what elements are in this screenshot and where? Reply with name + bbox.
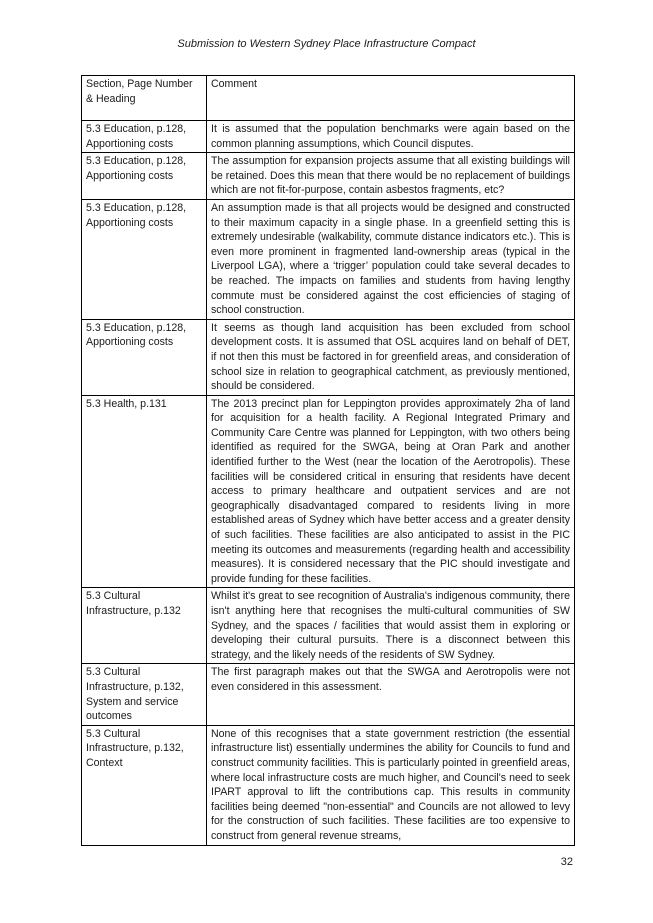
table-header-row xyxy=(82,76,575,121)
comment-cell: The assumption for expansion projects assume that all existing buildings will be retained. Does this mean that there would be no replacement of buildings which are not fit-for-purpose, contain asbestos fragments, etc? xyxy=(207,153,575,200)
section-cell: 5.3 Education, p.128, Apportioning costs xyxy=(82,199,207,319)
table-row xyxy=(82,725,575,845)
comment-cell: The first paragraph makes out that the SWGA and Aerotropolis were not even considered in this assessment. xyxy=(207,664,575,725)
page-header: Submission to Western Sydney Place Infrastructure Compact xyxy=(177,38,476,50)
page-number: 32 xyxy=(560,856,573,868)
comment-cell: It is assumed that the population benchmarks were again based on the common planning assumptions, which Council disputes. xyxy=(207,121,575,153)
section-cell: 5.3 Education, p.128, Apportioning costs xyxy=(82,153,207,200)
table-row xyxy=(82,199,575,319)
comment-cell: Whilst it's great to see recognition of Australia's indigenous community, there isn't anything here that recognises the multi-cultural communities of SW Sydney, and the spaces / facilities that would assist them in exploring or developing their cultural pursuits. There is a disconnect between this strategy, and the likely needs of the residents of SW Sydney. xyxy=(207,588,575,664)
comment-cell: An assumption made is that all projects would be designed and constructed to their maximum capacity in a single phase. In a greenfield setting this is extremely undesirable (walkability, commute distance indicators etc.). This is even more prominent in fragmented land-ownership areas (typical in the Liverpool LGA), where a ‘trigger’ population could take several decades to be reached. The impacts on families and students from having lengthy commute must be considered against the cost efficiencies of staging of school construction. xyxy=(207,199,575,319)
section-cell: 5.3 Education, p.128, Apportioning costs xyxy=(82,319,207,395)
comment-cell: The 2013 precinct plan for Leppington provides approximately 2ha of land for acquisition for a health facility. A Regional Integrated Primary and Community Care Centre was planned for Leppington, with two others being identified as required for the SWGA, being at Oran Park and another identified further to the West (near the location of the Aerotropolis). These facilities will be considered critical in ensuring that residents have decent access to primary healthcare and outpatient services and are not geographically disadvantaged compared to residents living in more established areas of Sydney which have better access and a greater density of such facilities. These facilities are also anticipated to assist in the PIC meeting its outcomes and measurements (regarding health and accessibility measures). It is considered necessary that the PIC should investigate and provide funding for these facilities. xyxy=(207,395,575,588)
comments-table xyxy=(81,75,575,846)
comment-cell: None of this recognises that a state government restriction (the essential infrastructure list) essentially undermines the ability for Councils to fund and construct community facilities. This is particularly pointed in greenfield areas, where local infrastructure costs are much higher, and Council's need to seek IPART approval to lift the contributions cap. This results in community facilities being deemed "non-essential" and Councils are not allowed to levy for the construction of such facilities. These facilities are too expensive to construct from general revenue streams, xyxy=(207,725,575,845)
section-cell: 5.3 Cultural Infrastructure, p.132 xyxy=(82,588,207,664)
table-row xyxy=(82,395,575,588)
column-header-comment: Comment xyxy=(207,76,575,121)
table-row xyxy=(82,153,575,200)
section-cell: 5.3 Cultural Infrastructure, p.132, System and service outcomes xyxy=(82,664,207,725)
section-cell: 5.3 Health, p.131 xyxy=(82,395,207,588)
section-cell: 5.3 Cultural Infrastructure, p.132, Context xyxy=(82,725,207,845)
column-header-section: Section, Page Number & Heading xyxy=(82,76,207,121)
table-row xyxy=(82,664,575,725)
comment-cell: It seems as though land acquisition has been excluded from school development costs. It is assumed that OSL acquires land on behalf of DET, if not then this must be factored in for greenfield areas, and consideration of school size in relation to geographical catchment, as previously mentioned, should be considered. xyxy=(207,319,575,395)
table-row xyxy=(82,319,575,395)
table-row xyxy=(82,121,575,153)
section-cell: 5.3 Education, p.128, Apportioning costs xyxy=(82,121,207,153)
table-row xyxy=(82,588,575,664)
